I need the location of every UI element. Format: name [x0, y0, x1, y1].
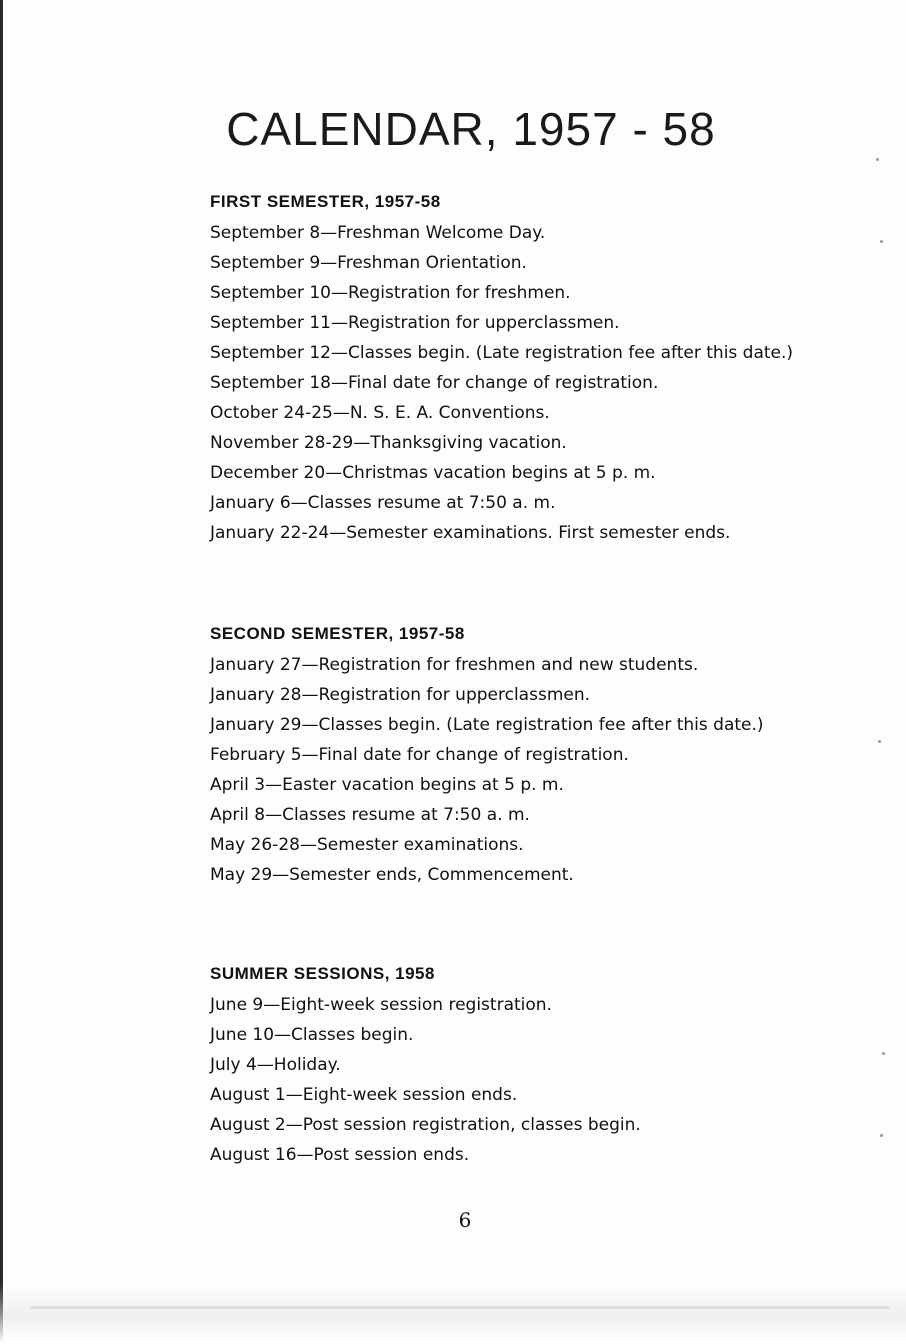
paper-speck — [880, 1134, 883, 1137]
calendar-entry: October 24-25—N. S. E. A. Conventions. — [210, 403, 550, 423]
paper-speck — [880, 240, 883, 243]
summer-sessions-section — [210, 964, 810, 1174]
paper-speck — [876, 158, 879, 161]
calendar-entry: January 27—Registration for freshmen and new students. — [210, 655, 699, 675]
calendar-entry: February 5—Final date for change of registration. — [210, 745, 629, 765]
calendar-entry: December 20—Christmas vacation begins at 5 p. m. — [210, 463, 656, 483]
second-semester-section — [210, 624, 810, 894]
calendar-entry: November 28-29—Thanksgiving vacation. — [210, 433, 567, 453]
page-left-edge — [0, 0, 3, 1344]
summer-sessions-heading: SUMMER SESSIONS, 1958 — [210, 964, 435, 983]
calendar-entry: June 10—Classes begin. — [210, 1025, 414, 1045]
calendar-entry: May 26-28—Semester examinations. — [210, 835, 524, 855]
calendar-entry: August 1—Eight-week session ends. — [210, 1085, 518, 1105]
paper-speck — [878, 740, 881, 743]
calendar-entry: January 28—Registration for upperclassmen. — [210, 685, 591, 705]
calendar-entry: September 18—Final date for change of registration. — [210, 373, 659, 393]
calendar-entry: August 16—Post session ends. — [210, 1145, 470, 1165]
page-bottom-shadow — [0, 1284, 906, 1344]
calendar-entry: January 29—Classes begin. (Late registration fee after this date.) — [210, 715, 764, 735]
page-number: 6 — [458, 1208, 472, 1232]
calendar-entry: September 8—Freshman Welcome Day. — [210, 223, 546, 243]
first-semester-section — [210, 192, 810, 552]
second-semester-heading: SECOND SEMESTER, 1957-58 — [210, 624, 465, 643]
first-semester-heading: FIRST SEMESTER, 1957-58 — [210, 192, 441, 211]
calendar-entry: July 4—Holiday. — [210, 1055, 341, 1075]
paper-speck — [882, 1052, 885, 1055]
calendar-entry: January 6—Classes resume at 7:50 a. m. — [210, 493, 556, 513]
calendar-entry: April 3—Easter vacation begins at 5 p. m. — [210, 775, 564, 795]
calendar-entry: September 9—Freshman Orientation. — [210, 253, 527, 273]
page-title: CALENDAR, 1957 - 58 — [226, 103, 716, 155]
calendar-entry: June 9—Eight-week session registration. — [210, 995, 552, 1015]
calendar-entry: May 29—Semester ends, Commencement. — [210, 865, 574, 885]
calendar-entry: August 2—Post session registration, classes begin. — [210, 1115, 641, 1135]
calendar-entry: September 10—Registration for freshmen. — [210, 283, 571, 303]
calendar-entry: April 8—Classes resume at 7:50 a. m. — [210, 805, 530, 825]
calendar-entry: September 12—Classes begin. (Late registration fee after this date.) — [210, 343, 794, 363]
calendar-entry: January 22-24—Semester examinations. First semester ends. — [210, 523, 731, 543]
calendar-entry: September 11—Registration for upperclassmen. — [210, 313, 620, 333]
